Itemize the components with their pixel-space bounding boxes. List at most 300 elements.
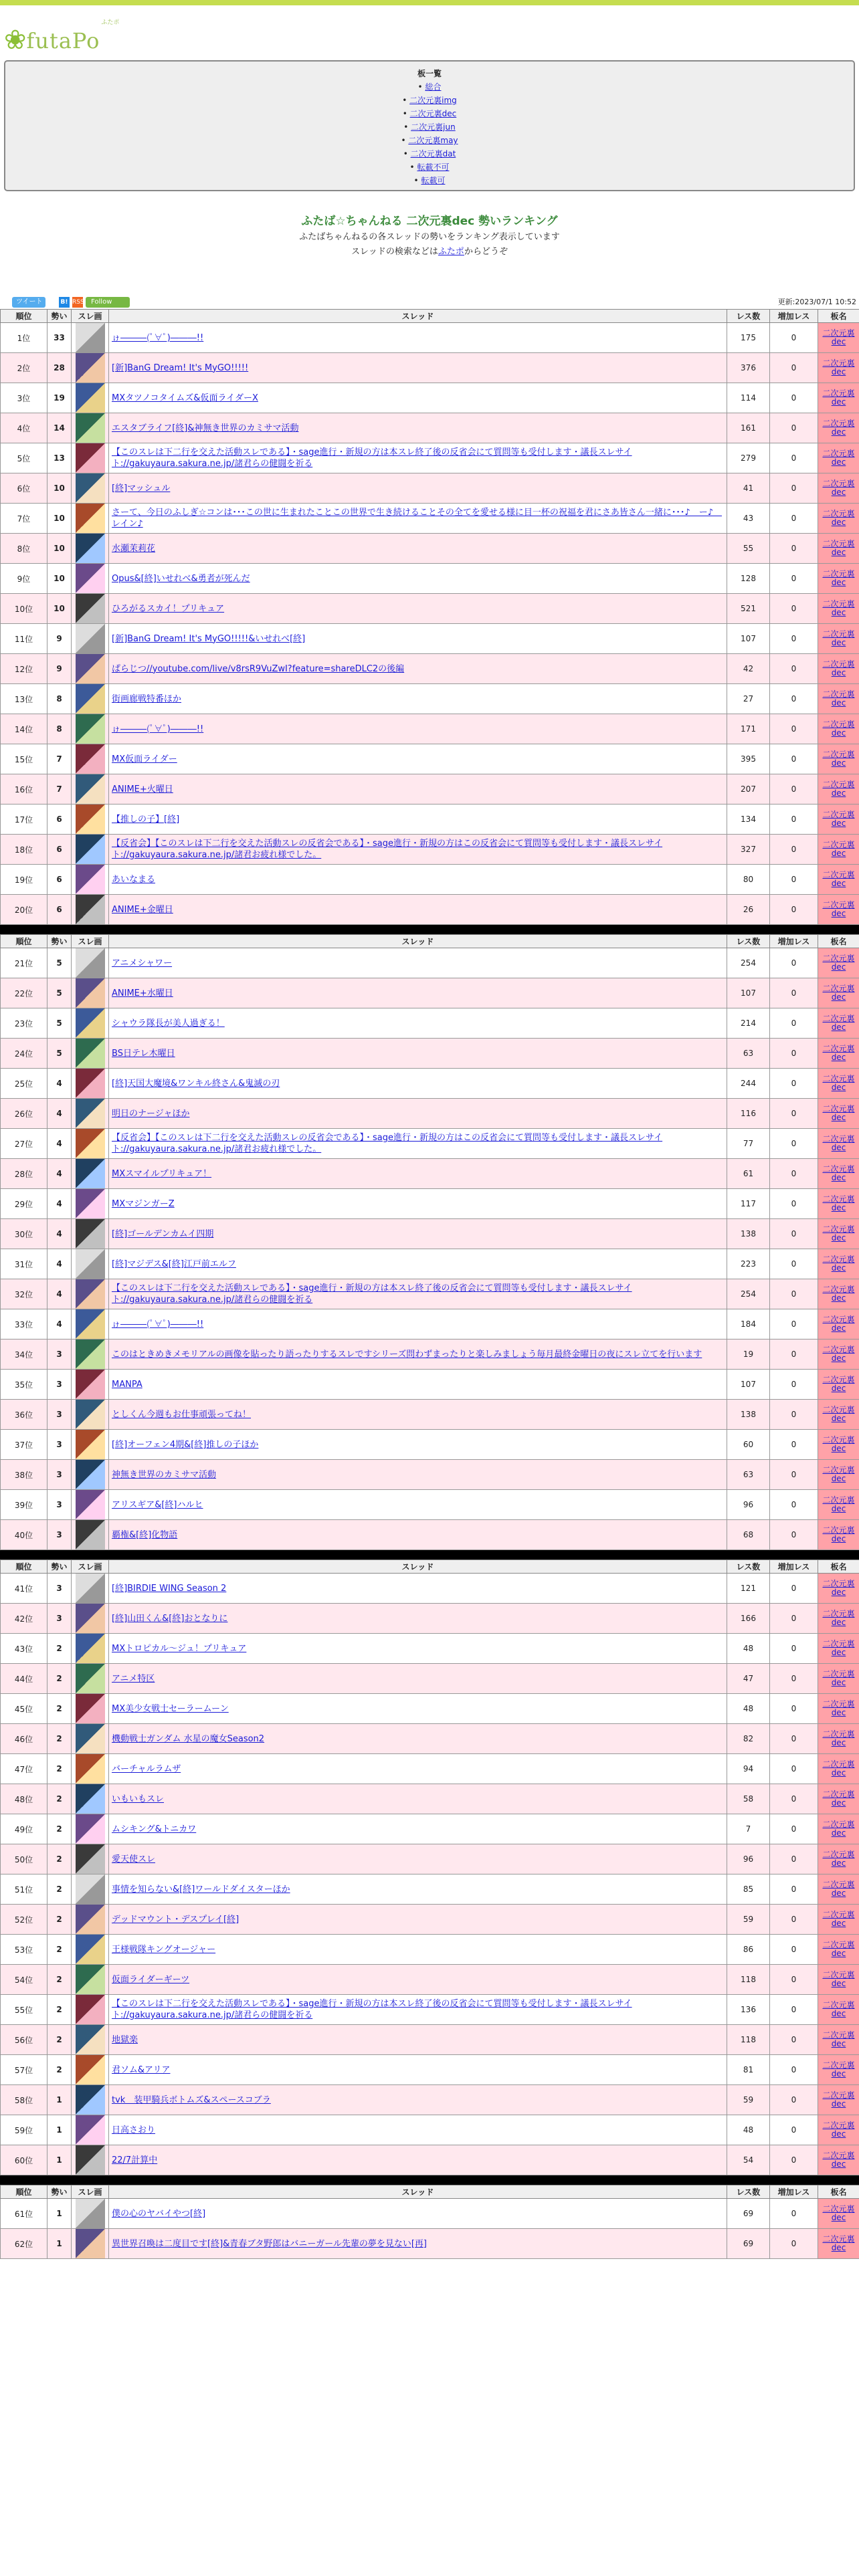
ranking-row <box>1 1634 859 1664</box>
board-link[interactable]: 転載不可 <box>417 163 450 172</box>
hatena-bookmark-button[interactable]: B! <box>59 297 70 308</box>
board-name-link[interactable]: 二次元裏dec <box>822 1820 855 1838</box>
tweet-button[interactable]: ツイート <box>12 297 45 308</box>
thread-cell <box>109 2229 727 2259</box>
rank-cell: 48位 <box>1 1784 47 1814</box>
board-cell <box>818 473 859 504</box>
ikioi-cell: 5 <box>47 1008 72 1039</box>
board-link[interactable]: 総合 <box>425 82 442 92</box>
thumbnail-cell <box>72 413 109 443</box>
thread-link[interactable]: このはときめきメモリアルの画像を貼ったり語ったりするスレですシリーズ問わずまったりと楽しみましょう毎月最終金曜日の夜にスレ立てを行います <box>112 1349 702 1360</box>
thread-thumbnail[interactable] <box>76 1574 105 1603</box>
increase-cell: 0 <box>770 1069 818 1099</box>
thread-link[interactable]: 異世界召喚は二度目です[終]&青春ブタ野郎はバニーガール先輩の夢を見ない[再] <box>112 2238 427 2249</box>
board-cell <box>818 1574 859 1604</box>
board-menu-item: • 二次元裏dec <box>402 109 457 118</box>
board-name-link[interactable]: 二次元裏dec <box>822 1465 855 1483</box>
board-cell <box>818 1905 859 1935</box>
thread-thumbnail[interactable] <box>76 1339 105 1369</box>
thread-link[interactable]: バーチャルラムザ <box>112 1763 181 1774</box>
thread-thumbnail[interactable] <box>76 353 105 383</box>
thread-link[interactable]: ムシキング&トニカワ <box>112 1824 197 1834</box>
thumbnail-cell <box>72 2055 109 2085</box>
board-link[interactable]: 転載可 <box>421 176 446 185</box>
column-header: 順位 <box>1 1560 47 1574</box>
ikioi-cell: 10 <box>47 564 72 594</box>
thread-thumbnail[interactable] <box>76 443 105 473</box>
thread-thumbnail[interactable] <box>76 654 105 683</box>
ikioi-cell: 2 <box>47 2025 72 2055</box>
thread-link[interactable]: MXタツノコタイムズ&仮面ライダーX <box>112 393 258 403</box>
thread-thumbnail[interactable] <box>76 714 105 744</box>
board-cell <box>818 1099 859 1129</box>
board-name-link[interactable]: 二次元裏dec <box>822 2090 855 2109</box>
ikioi-cell: 10 <box>47 594 72 624</box>
board-link[interactable]: 二次元裏may <box>408 136 458 145</box>
thread-link[interactable]: ゖ―――(ﾟ∀ﾟ)―――!! <box>112 724 204 734</box>
thread-link[interactable]: ゖ―――(ﾟ∀ﾟ)―――!! <box>112 332 204 343</box>
thumbnail-cell <box>72 1219 109 1249</box>
rank-cell: 57位 <box>1 2055 47 2085</box>
board-cell <box>818 1008 859 1039</box>
thread-thumbnail[interactable] <box>76 1159 105 1188</box>
thread-thumbnail[interactable] <box>76 1069 105 1098</box>
board-name-link[interactable]: 二次元裏dec <box>822 1940 855 1958</box>
rank-cell: 23位 <box>1 1008 47 1039</box>
board-name-link[interactable]: 二次元裏dec <box>822 2234 855 2252</box>
board-name-link[interactable]: 二次元裏dec <box>822 1850 855 1868</box>
thread-thumbnail[interactable] <box>76 1370 105 1399</box>
thread-link[interactable]: MXスマイルプリキュア！ <box>112 1168 212 1179</box>
ikioi-cell: 1 <box>47 2115 72 2145</box>
column-header: 増加レス <box>770 935 818 948</box>
thread-thumbnail[interactable] <box>76 684 105 714</box>
ikioi-cell: 5 <box>47 948 72 978</box>
thread-thumbnail[interactable] <box>76 895 105 924</box>
increase-cell: 0 <box>770 1905 818 1935</box>
increase-cell: 0 <box>770 1460 818 1490</box>
board-name-link[interactable]: 二次元裏dec <box>822 1014 855 1032</box>
thread-thumbnail[interactable] <box>76 2229 105 2258</box>
thread-link[interactable]: 【推しの子】[終] <box>112 814 180 825</box>
board-name-link[interactable]: 二次元裏dec <box>822 599 855 617</box>
thread-cell <box>109 865 727 895</box>
thread-link[interactable]: 【このスレは下二行を交えた活動スレである】・sage進行・新規の方は本スレ終了後の反省会にて質問等も受付します・議長スレサイト://gakuyaura.sakura.ne.jp/諸君らの健闘を祈る <box>112 1283 632 1305</box>
board-name-link[interactable]: 二次元裏dec <box>822 449 855 467</box>
thumbnail-cell <box>72 1069 109 1099</box>
board-name-link[interactable]: 二次元裏dec <box>822 1669 855 1687</box>
thread-link[interactable]: 愛天使スレ <box>112 1854 156 1864</box>
thread-thumbnail[interactable] <box>76 1430 105 1459</box>
board-name-link[interactable]: 二次元裏dec <box>822 1164 855 1182</box>
thread-link[interactable]: シャウラ隊長が美人過ぎる！ <box>112 1018 225 1029</box>
thread-link[interactable]: [終]山田くん&[終]おとなりに <box>112 1613 228 1624</box>
board-name-link[interactable]: 二次元裏dec <box>822 1525 855 1543</box>
column-header: レス数 <box>727 2185 770 2199</box>
thread-link[interactable]: 街画廊戦特番ほか <box>112 693 182 704</box>
thread-thumbnail[interactable] <box>76 1694 105 1723</box>
rank-cell: 22位 <box>1 978 47 1008</box>
rank-cell: 11位 <box>1 624 47 654</box>
thread-thumbnail[interactable] <box>76 2145 105 2175</box>
thread-link[interactable]: 水瀬茉莉花 <box>112 543 156 554</box>
board-name-link[interactable]: 二次元裏dec <box>822 659 855 677</box>
board-menu-title: 板一覧 <box>417 69 442 78</box>
board-name-link[interactable]: 二次元裏dec <box>822 689 855 708</box>
thread-thumbnail[interactable] <box>76 865 105 894</box>
increase-cell: 0 <box>770 1249 818 1279</box>
site-logo[interactable] <box>0 5 859 56</box>
board-cell <box>818 654 859 684</box>
thread-link[interactable]: ANIME+金曜日 <box>112 904 173 915</box>
thread-cell <box>109 1189 727 1219</box>
increase-cell: 0 <box>770 1430 818 1460</box>
board-name-link[interactable]: 二次元裏dec <box>822 358 855 377</box>
thread-link[interactable]: 【反省会】【このスレは下二行を交えた活動スレの反省会である】・sage進行・新規の方はこの反省会にて質問等も受付します・議長スレサイト://gakuyaura.sakura.ne.jp/諸君お疲れ様でした。 <box>112 1133 663 1154</box>
thread-thumbnail[interactable] <box>76 1905 105 1934</box>
thread-thumbnail[interactable] <box>76 1039 105 1068</box>
thread-thumbnail[interactable] <box>76 774 105 804</box>
desc-text-pre: スレッドの検索などは <box>351 247 438 257</box>
thread-link[interactable]: ひろがるスカイ！プリキュア <box>112 603 225 614</box>
thread-link[interactable]: MX美少女戦士セーラームーン <box>112 1703 229 1714</box>
thread-thumbnail[interactable] <box>76 804 105 834</box>
thread-thumbnail[interactable] <box>76 1008 105 1038</box>
board-name-link[interactable]: 二次元裏dec <box>822 1699 855 1717</box>
thread-link[interactable]: 機動戦士ガンダム 水星の魔女Season2 <box>112 1733 265 1744</box>
thread-cell <box>109 1935 727 1965</box>
board-name-link[interactable]: 二次元裏dec <box>822 2204 855 2222</box>
thumbnail-cell <box>72 1814 109 1844</box>
column-header: 増加レス <box>770 310 818 323</box>
board-name-link[interactable]: 二次元裏dec <box>822 569 855 587</box>
thread-link[interactable]: MX仮面ライダー <box>112 754 177 764</box>
thread-link[interactable]: 覇権&[終]化物語 <box>112 1529 178 1540</box>
thumbnail-cell <box>72 1309 109 1339</box>
increase-cell: 0 <box>770 504 818 534</box>
board-name-link[interactable]: 二次元裏dec <box>822 1285 855 1303</box>
thumbnail-cell <box>72 624 109 654</box>
rank-cell: 3位 <box>1 383 47 413</box>
board-name-link[interactable]: 二次元裏dec <box>822 1405 855 1423</box>
board-name-link[interactable]: 二次元裏dec <box>822 720 855 738</box>
thread-thumbnail[interactable] <box>76 2199 105 2228</box>
board-name-link[interactable]: 二次元裏dec <box>822 1790 855 1808</box>
thread-thumbnail[interactable] <box>76 1520 105 1549</box>
board-name-link[interactable]: 二次元裏dec <box>822 1134 855 1152</box>
thread-link[interactable]: エスタブライフ[終]&神無き世界のカミサマ活動 <box>112 423 299 433</box>
board-name-link[interactable]: 二次元裏dec <box>822 1639 855 1657</box>
ranking-row <box>1 1339 859 1370</box>
thread-link[interactable]: [終]マッシュル <box>112 483 171 494</box>
board-link[interactable]: 二次元裏img <box>409 96 457 105</box>
thread-thumbnail[interactable] <box>76 504 105 533</box>
thread-thumbnail[interactable] <box>76 1935 105 1964</box>
board-name-link[interactable]: 二次元裏dec <box>822 629 855 647</box>
board-name-link[interactable]: 二次元裏dec <box>822 1495 855 1513</box>
column-header: スレッド <box>109 1560 727 1574</box>
thread-cell <box>109 1370 727 1400</box>
board-name-link[interactable]: 二次元裏dec <box>822 2030 855 2048</box>
board-name-link[interactable]: 二次元裏dec <box>822 419 855 437</box>
board-name-link[interactable]: 二次元裏dec <box>822 984 855 1002</box>
board-name-link[interactable]: 二次元裏dec <box>822 1880 855 1898</box>
thread-thumbnail[interactable] <box>76 1664 105 1693</box>
column-header: スレ画 <box>72 1560 109 1574</box>
thread-cell <box>109 1008 727 1039</box>
board-name-link[interactable]: 二次元裏dec <box>822 539 855 557</box>
increase-cell: 0 <box>770 1814 818 1844</box>
board-menu-list <box>5 80 854 187</box>
board-name-link[interactable]: 二次元裏dec <box>822 954 855 972</box>
increase-cell: 0 <box>770 978 818 1008</box>
thread-link[interactable]: [新]BanG Dream! It's MyGO!!!!! <box>112 362 249 373</box>
rss-icon[interactable]: RSS <box>72 297 83 308</box>
rank-cell: 33位 <box>1 1309 47 1339</box>
board-cell <box>818 1189 859 1219</box>
thread-thumbnail[interactable] <box>76 1724 105 1753</box>
thumbnail-cell <box>72 1874 109 1905</box>
increase-cell: 0 <box>770 2055 818 2085</box>
res-count-cell: 376 <box>727 353 770 383</box>
thread-link[interactable]: アニメシャワー <box>112 958 173 968</box>
ikioi-cell: 3 <box>47 1339 72 1370</box>
board-name-link[interactable]: 二次元裏dec <box>822 328 855 346</box>
thread-thumbnail[interactable] <box>76 978 105 1008</box>
thread-link[interactable]: ANIME+火曜日 <box>112 784 173 794</box>
thread-cell <box>109 714 727 744</box>
board-name-link[interactable]: 二次元裏dec <box>822 2151 855 2169</box>
thread-link[interactable]: [終]オーフェン4期&[終]推しの子ほか <box>112 1439 259 1450</box>
board-name-link[interactable]: 二次元裏dec <box>822 840 855 858</box>
board-name-link[interactable]: 二次元裏dec <box>822 1579 855 1597</box>
thread-link[interactable]: [終]天国大魔境&ワンキル終さん&鬼滅の刃 <box>112 1078 280 1089</box>
thread-thumbnail[interactable] <box>76 624 105 653</box>
board-name-link[interactable]: 二次元裏dec <box>822 1074 855 1092</box>
thread-link[interactable]: あいなまる <box>112 874 156 885</box>
thread-thumbnail[interactable] <box>76 1995 105 2024</box>
board-name-link[interactable]: 二次元裏dec <box>822 810 855 828</box>
thread-thumbnail[interactable] <box>76 1634 105 1663</box>
column-header: 板名 <box>818 935 859 948</box>
thread-thumbnail[interactable] <box>76 1309 105 1339</box>
board-name-link[interactable]: 二次元裏dec <box>822 1375 855 1393</box>
thumbnail-cell <box>72 978 109 1008</box>
board-name-link[interactable]: 二次元裏dec <box>822 1609 855 1627</box>
thread-thumbnail[interactable] <box>76 1754 105 1784</box>
thread-thumbnail[interactable] <box>76 1279 105 1309</box>
thread-thumbnail[interactable] <box>76 1784 105 1814</box>
ikioi-cell: 3 <box>47 1400 72 1430</box>
ranking-row <box>1 594 859 624</box>
board-name-link[interactable]: 二次元裏dec <box>822 1970 855 1988</box>
thread-thumbnail[interactable] <box>76 383 105 413</box>
page-description: ふたばちゃんねるの各スレッドの勢いをランキング表示しています <box>299 232 560 242</box>
board-link[interactable]: 二次元裏jun <box>411 122 456 132</box>
thread-link[interactable]: Opus&[終]いせれべ&勇者が死んだ <box>112 573 250 584</box>
thread-thumbnail[interactable] <box>76 323 105 352</box>
thread-link[interactable]: 明日のナージャほか <box>112 1108 190 1119</box>
thread-thumbnail[interactable] <box>76 1844 105 1874</box>
board-cell <box>818 1039 859 1069</box>
board-name-link[interactable]: 二次元裏dec <box>822 1435 855 1453</box>
ikioi-cell: 28 <box>47 353 72 383</box>
thread-link[interactable]: BS日テレ木曜日 <box>112 1048 175 1059</box>
thread-thumbnail[interactable] <box>76 1814 105 1844</box>
rank-cell: 8位 <box>1 534 47 564</box>
thread-thumbnail[interactable] <box>76 1400 105 1429</box>
board-name-link[interactable]: 二次元裏dec <box>822 900 855 918</box>
thread-link[interactable]: 【このスレは下二行を交えた活動スレである】・sage進行・新規の方は本スレ終了後の反省会にて質問等も受付します・議長スレサイト://gakuyaura.sakura.ne.jp/諸君らの健闘を祈る <box>112 447 632 469</box>
res-count-cell: 77 <box>727 1129 770 1159</box>
board-cell <box>818 624 859 654</box>
thread-link[interactable]: さーて、今日のふしぎ☆コンは･･･この世に生まれたことこの世界で生き続けることその全てを愛せる様に目一杯の祝福を君にさあ皆さん一緒に･･･♪ ー♪ レイン♪ <box>112 508 723 529</box>
thread-thumbnail[interactable] <box>76 2055 105 2084</box>
thread-thumbnail[interactable] <box>76 564 105 593</box>
ikioi-cell: 9 <box>47 654 72 684</box>
thread-thumbnail[interactable] <box>76 948 105 978</box>
board-name-link[interactable]: 二次元裏dec <box>822 1315 855 1333</box>
thread-link[interactable]: 神無き世界のカミサマ活動 <box>112 1469 217 1480</box>
thread-link[interactable]: アリスギア&[終]ハルヒ <box>112 1499 203 1510</box>
board-name-link[interactable]: 二次元裏dec <box>822 750 855 768</box>
board-name-link[interactable]: 二次元裏dec <box>822 2121 855 2139</box>
thread-link[interactable]: MANPA <box>112 1379 142 1390</box>
thumbnail-cell <box>72 2085 109 2115</box>
thread-link[interactable]: ぱらじつ//youtube.com/live/v8rsR9VuZwI?feature=shareDLC2の後編 <box>112 663 405 674</box>
thread-link[interactable]: いもいもスレ <box>112 1794 165 1804</box>
board-name-link[interactable]: 二次元裏dec <box>822 479 855 497</box>
thread-thumbnail[interactable] <box>76 1099 105 1128</box>
board-name-link[interactable]: 二次元裏dec <box>822 1910 855 1928</box>
thread-link[interactable]: MXマジンガーZ <box>112 1198 175 1209</box>
thread-link[interactable]: 僕の心のヤバイやつ[終] <box>112 2208 206 2219</box>
thread-link[interactable]: 地獄楽 <box>112 2034 138 2045</box>
ikioi-cell: 3 <box>47 1490 72 1520</box>
thread-link[interactable]: 【このスレは下二行を交えた活動スレである】・sage進行・新規の方は本スレ終了後の反省会にて質問等も受付します・議長スレサイト://gakuyaura.sakura.ne.jp/諸君らの健闘を祈る <box>112 1999 632 2020</box>
board-cell <box>818 1844 859 1874</box>
column-header: 勢い <box>47 935 72 948</box>
thread-thumbnail[interactable] <box>76 744 105 774</box>
board-name-link[interactable]: 二次元裏dec <box>822 1729 855 1747</box>
board-name-link[interactable]: 二次元裏dec <box>822 1224 855 1243</box>
thumbnail-cell <box>72 1099 109 1129</box>
thread-link[interactable]: [新]BanG Dream! It's MyGO!!!!!&いせれべ[終] <box>112 633 306 644</box>
thread-thumbnail[interactable] <box>76 835 105 864</box>
board-name-link[interactable]: 二次元裏dec <box>822 1759 855 1778</box>
increase-cell: 0 <box>770 534 818 564</box>
thread-link[interactable]: ゖ―――(ﾟ∀ﾟ)―――!! <box>112 1319 204 1329</box>
ikioi-cell: 2 <box>47 1634 72 1664</box>
thread-link[interactable]: 仮面ライダーギーツ <box>112 1974 190 1985</box>
board-cell <box>818 1784 859 1814</box>
board-name-link[interactable]: 二次元裏dec <box>822 2060 855 2078</box>
thread-thumbnail[interactable] <box>76 534 105 563</box>
thread-link[interactable]: 22/7計算中 <box>112 2155 158 2165</box>
increase-cell: 0 <box>770 1008 818 1039</box>
thread-thumbnail[interactable] <box>76 1604 105 1633</box>
thread-thumbnail[interactable] <box>76 594 105 623</box>
thread-thumbnail[interactable] <box>76 1874 105 1904</box>
thumbnail-cell <box>72 2199 109 2229</box>
thread-link[interactable]: アニメ特区 <box>112 1673 155 1684</box>
ikioi-cell: 2 <box>47 1935 72 1965</box>
rank-cell: 17位 <box>1 804 47 835</box>
increase-cell: 0 <box>770 1694 818 1724</box>
board-name-link[interactable]: 二次元裏dec <box>822 509 855 527</box>
thread-link[interactable]: デッドマウント・デスプレイ[終] <box>112 1914 240 1925</box>
board-name-link[interactable]: 二次元裏dec <box>822 780 855 798</box>
board-name-link[interactable]: 二次元裏dec <box>822 1044 855 1062</box>
res-count-cell: 26 <box>727 895 770 925</box>
thread-link[interactable]: [終]マジデス&[終]江戸前エルフ <box>112 1259 236 1269</box>
futapo-link[interactable]: ふたポ <box>438 247 464 257</box>
thread-thumbnail[interactable] <box>76 1219 105 1249</box>
thread-link[interactable]: [終]ゴールデンカムイ四期 <box>112 1228 214 1239</box>
thread-link[interactable]: [終]BIRDIE WING Season 2 <box>112 1583 227 1594</box>
board-name-link[interactable]: 二次元裏dec <box>822 2000 855 2018</box>
board-name-link[interactable]: 二次元裏dec <box>822 1345 855 1363</box>
ranking-row <box>1 323 859 353</box>
board-name-link[interactable]: 二次元裏dec <box>822 1255 855 1273</box>
thread-link[interactable]: 王様戦隊キングオージャー <box>112 1944 216 1955</box>
board-cell <box>818 1724 859 1754</box>
board-name-link[interactable]: 二次元裏dec <box>822 1194 855 1212</box>
thread-link[interactable]: ANIME+水曜日 <box>112 988 173 998</box>
rank-cell: 46位 <box>1 1724 47 1754</box>
thread-link[interactable]: 【反省会】【このスレは下二行を交えた活動スレの反省会である】・sage進行・新規の方はこの反省会にて質問等も受付します・議長スレサイト://gakuyaura.sakura.ne.jp/諸君お疲れ様でした。 <box>112 839 663 860</box>
thread-thumbnail[interactable] <box>76 1460 105 1489</box>
thread-link[interactable]: tvk 装甲騎兵ボトムズ&スペースコブラ <box>112 2095 271 2105</box>
res-count-cell: 63 <box>727 1460 770 1490</box>
thread-link[interactable]: 事情を知らない&[終]ワールドダイスターほか <box>112 1884 290 1895</box>
thread-link[interactable]: 日高さおり <box>112 2125 156 2135</box>
board-link[interactable]: 二次元裏dat <box>410 149 456 158</box>
follow-button[interactable]: Follow <box>86 297 130 308</box>
res-count-cell: 48 <box>727 2115 770 2145</box>
thread-cell <box>109 1724 727 1754</box>
ranking-row <box>1 1099 859 1129</box>
ranking-row <box>1 1039 859 1069</box>
thumbnail-cell <box>72 684 109 714</box>
board-name-link[interactable]: 二次元裏dec <box>822 870 855 888</box>
rank-cell: 2位 <box>1 353 47 383</box>
rank-cell: 50位 <box>1 1844 47 1874</box>
thread-thumbnail[interactable] <box>76 1189 105 1218</box>
thread-link[interactable]: としくん今週もお仕事頑張ってね！ <box>112 1409 252 1420</box>
thumbnail-cell <box>72 1490 109 1520</box>
thread-thumbnail[interactable] <box>76 2085 105 2115</box>
thread-link[interactable]: MXトロピカル〜ジュ！プリキュア <box>112 1643 247 1654</box>
thread-link[interactable]: 君ソム&アリア <box>112 2064 171 2075</box>
thread-thumbnail[interactable] <box>76 2025 105 2054</box>
thread-thumbnail[interactable] <box>76 413 105 443</box>
thread-thumbnail[interactable] <box>76 1490 105 1519</box>
board-name-link[interactable]: 二次元裏dec <box>822 389 855 407</box>
thread-thumbnail[interactable] <box>76 473 105 503</box>
thread-thumbnail[interactable] <box>76 2115 105 2145</box>
thread-thumbnail[interactable] <box>76 1129 105 1158</box>
board-name-link[interactable]: 二次元裏dec <box>822 1104 855 1122</box>
res-count-cell: 96 <box>727 1844 770 1874</box>
increase-cell: 0 <box>770 2199 818 2229</box>
res-count-cell: 116 <box>727 1099 770 1129</box>
res-count-cell: 254 <box>727 1279 770 1309</box>
board-link[interactable]: 二次元裏dec <box>409 109 457 118</box>
thread-thumbnail[interactable] <box>76 1965 105 1994</box>
thread-thumbnail[interactable] <box>76 1249 105 1279</box>
res-count-cell: 107 <box>727 1370 770 1400</box>
